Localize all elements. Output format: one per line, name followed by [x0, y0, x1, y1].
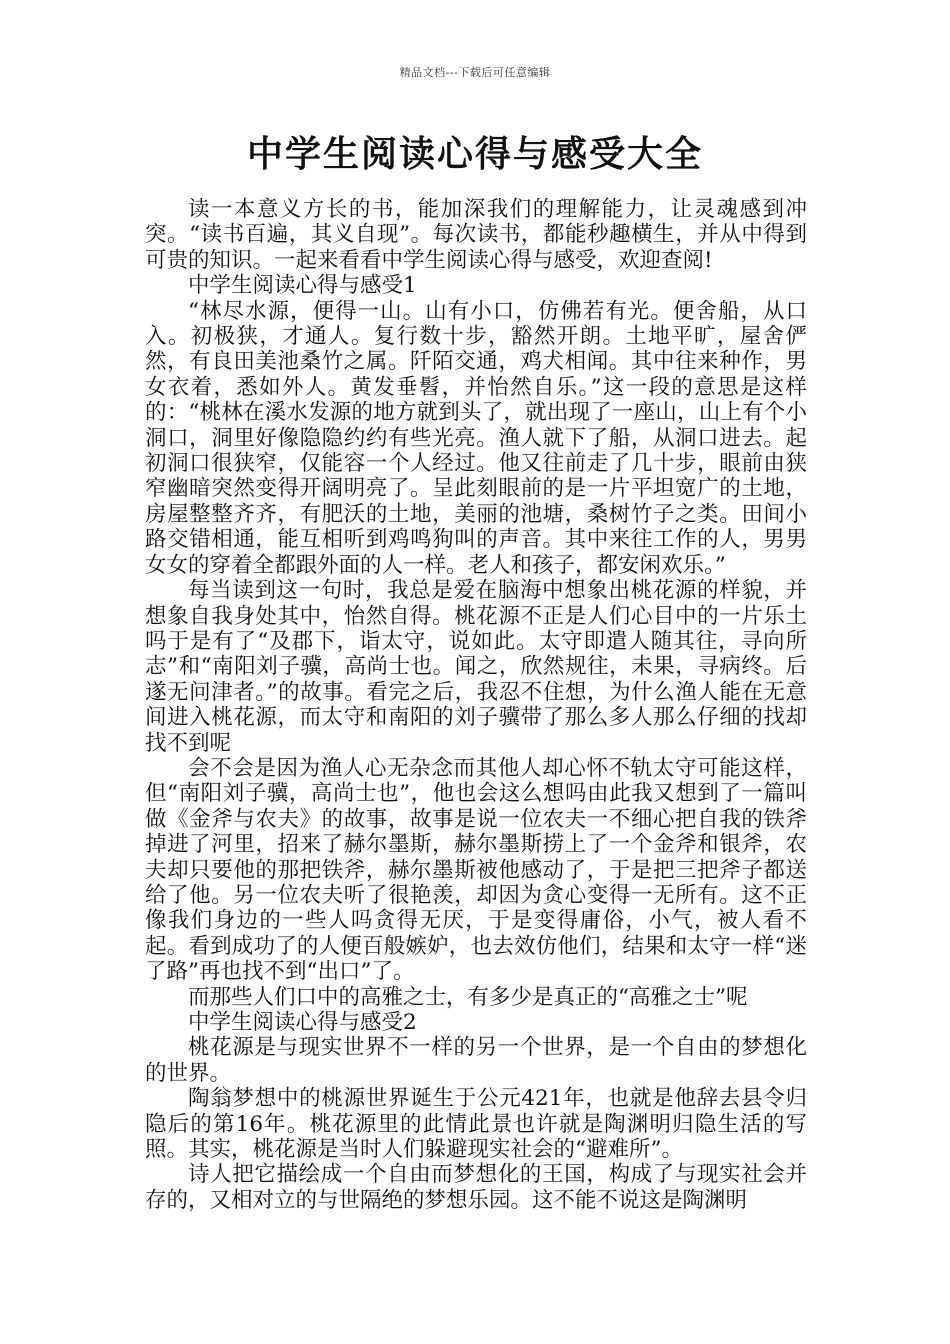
section-heading-2: 中学生阅读心得与感受2 [188, 1010, 417, 1035]
section-heading-1: 中学生阅读心得与感受1 [188, 273, 417, 299]
paragraph: 而那些人们口中的高雅之士，有多少是真正的“高雅之士”呢 [188, 984, 748, 1010]
document-title: 中学生阅读心得与感受大全 [246, 134, 703, 175]
paragraph: 诗人把它描绘成一个自由而梦想化的王国，构成了与现实社会并存的，又相对立的与世隔绝的梦想乐园。这不能不说这是陶渊明 [145, 1162, 807, 1213]
header-note: 精品文档---下载后可任意编辑 [399, 66, 551, 79]
paragraph: 每当读到这一句时，我总是爱在脑海中想象出桃花源的样貌，并想象自我身处其中，怡然自得。桃花源不正是人们心目中的一片乐土吗于是有了“及郡下，诣太守，说如此。太守即遣人随其往，寻向所志”和“南阳刘子骥，高尚士也。闻之，欣然规往，未果，寻病终。后遂无问津者。”的故事。看完之后，我忍不住想，为什么渔人能在无意间进入桃花源，而太守和南阳的刘子骥带了那么多人那么仔细的找却找不到呢 [145, 578, 807, 756]
document-body [145, 197, 807, 1213]
paragraph-quote: “林尽水源，便得一山。山有小口，仿佛若有光。便舍船，从口入。初极狭，才通人。复行数十步，豁然开朗。土地平旷，屋舍俨然，有良田美池桑竹之属。阡陌交通，鸡犬相闻。其中往来种作，男女衣着，悉如外人。黄发垂髫，并怡然自乐。”这一段的意思是这样的：“桃林在溪水发源的地方就到头了，就出现了一座山，山上有个小洞口，洞里好像隐隐约约有些光亮。渔人就下了船，从洞口进去。起初洞口很狭窄，仅能容一个人经过。他又往前走了几十步，眼前由狭窄幽暗突然变得开阔明亮了。呈此刻眼前的是一片平坦宽广的土地，房屋整整齐齐，有肥沃的土地，美丽的池塘，桑树竹子之类。田间小路交错相通，能互相听到鸡鸣狗叫的声音。其中来往工作的人，男男女女的穿着全都跟外面的人一样。老人和孩子，都安闲欢乐。” [145, 298, 807, 578]
paragraph-intro: 读一本意义方长的书，能加深我们的理解能力，让灵魂感到冲突。“读书百遍，其义自现”。每次读书，都能秒趣横生，并从中得到可贵的知识。一起来看看中学生阅读心得与感受，欢迎查阅! [145, 197, 807, 273]
paragraph: 陶翁梦想中的桃源世界诞生于公元421年，也就是他辞去县令归隐后的第16年。桃花源里的此情此景也许就是陶渊明归隐生活的写照。其实，桃花源是当时人们躲避现实社会的“避难所”。 [145, 1086, 807, 1163]
paragraph: 会不会是因为渔人心无杂念而其他人却心怀不轨太守可能这样，但“南阳刘子骥，高尚士也”，他也会这么想吗由此我又想到了一篇叫做《金斧与农夫》的故事，故事是说一位农夫一不细心把自我的铁斧掉进了河里，招来了赫尔墨斯，赫尔墨斯捞上了一个金斧和银斧，农夫却只要他的那把铁斧，赫尔墨斯被他感动了，于是把三把斧子都送给了他。另一位农夫听了很艳羡，却因为贪心变得一无所有。这不正像我们身边的一些人吗贪得无厌，于是变得庸俗，小气，被人看不起。看到成功了的人便百般嫉妒，也去效仿他们，结果和太守一样“迷了路”再也找不到“出口”了。 [145, 755, 807, 985]
paragraph: 桃花源是与现实世界不一样的另一个世界，是一个自由的梦想化的世界。 [145, 1035, 807, 1086]
